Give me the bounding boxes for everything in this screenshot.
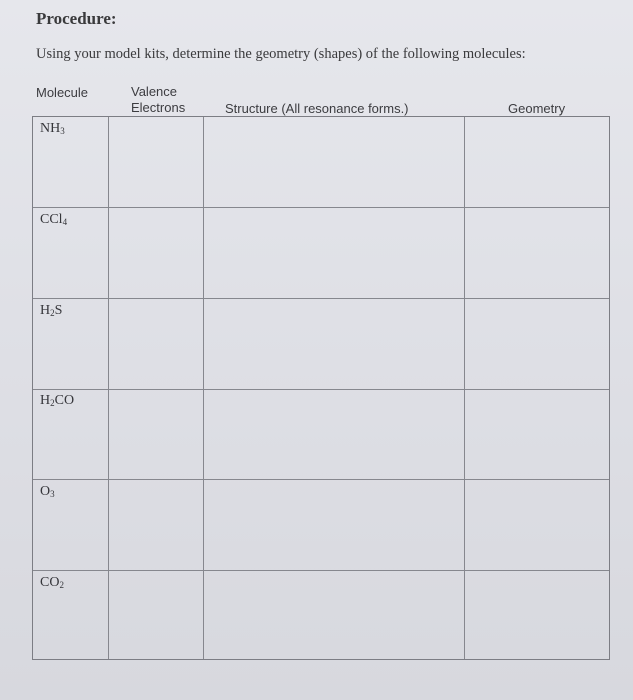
molecule-label-h2co: $H_2CO$ — [40, 393, 75, 408]
column-divider — [108, 117, 109, 659]
column-header-molecule: Molecule — [36, 85, 89, 100]
procedure-heading: Procedure: — [36, 9, 117, 28]
column-header-structure: Structure (All resonance forms.) — [225, 101, 409, 116]
molecule-label-h2s: $H_2S$ — [40, 303, 63, 318]
row-divider — [33, 298, 609, 299]
column-divider — [464, 117, 465, 659]
row-divider — [33, 207, 609, 208]
column-header-valence-electrons — [131, 84, 185, 116]
molecule-table — [32, 116, 610, 660]
molecule-label-ccl4: CCl$_4$ — [40, 212, 68, 227]
molecule-label-nh3: $NH_3$ — [40, 121, 65, 136]
row-divider — [33, 389, 609, 390]
instructions-text: Using your model kits, determine the geometry (shapes) of the following molecules: — [36, 46, 526, 62]
molecule-label-co2: $CO_2$ — [40, 575, 64, 590]
column-divider — [203, 117, 204, 659]
column-header-geometry: Geometry — [508, 101, 566, 116]
row-divider — [33, 479, 609, 480]
molecule-label-o3: $O_3$ — [40, 484, 55, 499]
valence-header-line1: Valence — [131, 84, 178, 99]
valence-header-line2: Electrons — [131, 100, 186, 115]
row-divider — [33, 570, 609, 571]
